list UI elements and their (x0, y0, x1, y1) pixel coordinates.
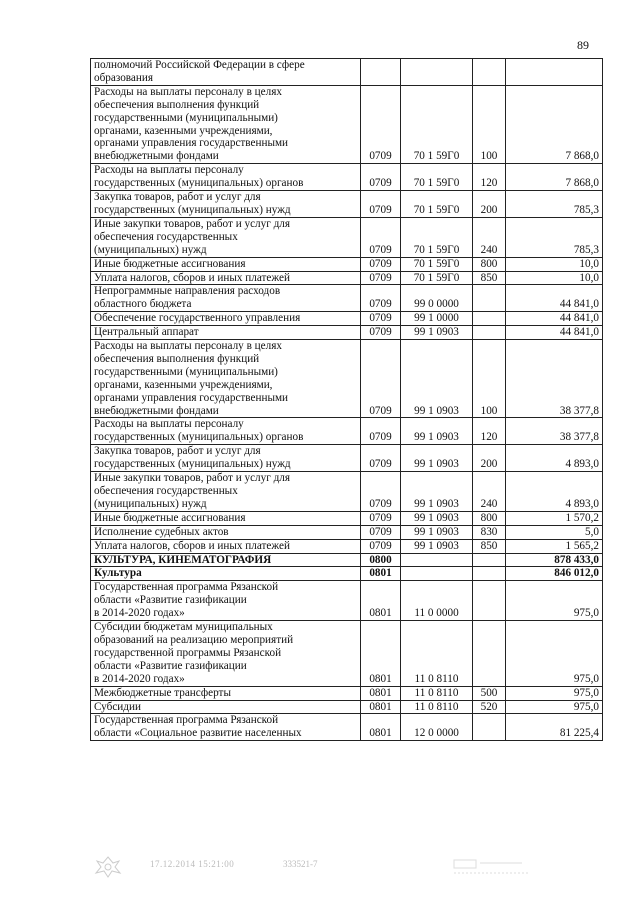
table-row (91, 714, 603, 741)
row-section: 0709 (361, 285, 401, 312)
row-sum: 846 012,0 (506, 567, 603, 581)
row-section: 0801 (361, 621, 401, 687)
row-csr: 11 0 0000 (401, 581, 473, 621)
table-row (91, 581, 603, 621)
table-row (91, 271, 603, 285)
row-name (91, 700, 361, 714)
row-name (91, 714, 361, 741)
row-name-line: внебюджетными фондами (94, 150, 219, 163)
row-vr: 100 (473, 85, 506, 163)
row-name-line: Субсидии (94, 700, 141, 713)
row-section: 0801 (361, 714, 401, 741)
row-section: 0801 (361, 700, 401, 714)
row-sum: 975,0 (506, 686, 603, 700)
table-row (91, 525, 603, 539)
table-row (91, 285, 603, 312)
row-name-line: Межбюджетные трансферты (94, 686, 231, 699)
row-name-line: Закупка товаров, работ и услуг для (94, 191, 261, 204)
row-name-line: Иные бюджетные ассигнования (94, 257, 246, 270)
row-vr: 100 (473, 340, 506, 418)
row-name-line: Иные закупки товаров, работ и услуг для (94, 217, 291, 230)
row-vr: 120 (473, 164, 506, 191)
row-name-line: Непрограммные направления расходов (94, 285, 281, 298)
row-csr: 70 1 59Г0 (401, 85, 473, 163)
row-vr (473, 553, 506, 567)
row-name-line: внебюджетными фондами (94, 404, 219, 417)
row-name-line: государственной программы Рязанской (94, 646, 282, 659)
row-csr (401, 567, 473, 581)
table-row (91, 326, 603, 340)
row-sum: 785,3 (506, 217, 603, 257)
table-row (91, 217, 603, 257)
page-number: 89 (577, 38, 589, 52)
row-name-line: Иные закупки товаров, работ и услуг для (94, 472, 291, 485)
row-csr: 99 1 0903 (401, 418, 473, 445)
row-vr: 200 (473, 191, 506, 218)
row-sum: 975,0 (506, 700, 603, 714)
row-name-line: Расходы на выплаты персоналу в целях (94, 85, 282, 98)
row-csr: 70 1 59Г0 (401, 257, 473, 271)
row-section: 0709 (361, 340, 401, 418)
row-name-line: Уплата налогов, сборов и иных платежей (94, 539, 290, 552)
row-vr: 240 (473, 217, 506, 257)
row-name (91, 539, 361, 553)
row-name-line: Субсидии бюджетам муниципальных (94, 621, 273, 634)
row-name-line: Исполнение судебных актов (94, 525, 229, 538)
row-vr (473, 312, 506, 326)
row-name (91, 525, 361, 539)
row-sum: 10,0 (506, 257, 603, 271)
row-sum: 38 377,8 (506, 418, 603, 445)
row-name (91, 418, 361, 445)
row-name-line: области «Социальное развитие населенных (94, 727, 302, 740)
row-sum: 785,3 (506, 191, 603, 218)
row-vr: 830 (473, 525, 506, 539)
table-row (91, 312, 603, 326)
row-name-line: образований на реализацию мероприятий (94, 633, 294, 646)
row-vr (473, 567, 506, 581)
row-name (91, 191, 361, 218)
footer-doc-id: 333521-7 (283, 859, 318, 869)
row-csr: 70 1 59Г0 (401, 271, 473, 285)
row-name-line: Расходы на выплаты персоналу в целях (94, 340, 282, 353)
table-row (91, 511, 603, 525)
row-name-line: образования (94, 71, 154, 84)
row-name-line: Государственная программа Рязанской (94, 714, 279, 727)
row-name-line: в 2014-2020 годах» (94, 607, 185, 620)
row-name (91, 511, 361, 525)
row-vr (473, 59, 506, 86)
row-section: 0709 (361, 271, 401, 285)
row-name (91, 326, 361, 340)
row-section: 0709 (361, 164, 401, 191)
row-name-line: области «Развитие газификации (94, 594, 247, 607)
row-name (91, 621, 361, 687)
table-row (91, 539, 603, 553)
row-name (91, 553, 361, 567)
row-name (91, 85, 361, 163)
row-csr: 99 1 0903 (401, 340, 473, 418)
row-section: 0709 (361, 418, 401, 445)
row-vr (473, 714, 506, 741)
table-row (91, 686, 603, 700)
row-section: 0709 (361, 326, 401, 340)
row-name-line: обеспечения государственных (94, 230, 238, 243)
row-name-line: государственных (муниципальных) нужд (94, 203, 291, 216)
row-section: 0709 (361, 511, 401, 525)
table-row (91, 257, 603, 271)
row-sum: 81 225,4 (506, 714, 603, 741)
row-sum (506, 59, 603, 86)
row-csr: 11 0 8110 (401, 700, 473, 714)
row-section: 0709 (361, 539, 401, 553)
row-vr (473, 285, 506, 312)
row-section: 0709 (361, 472, 401, 512)
row-vr (473, 581, 506, 621)
row-csr: 70 1 59Г0 (401, 164, 473, 191)
row-name-line: в 2014-2020 годах» (94, 672, 185, 685)
row-name-line: государственных (муниципальных) нужд (94, 458, 291, 471)
row-sum: 44 841,0 (506, 312, 603, 326)
row-sum: 7 868,0 (506, 85, 603, 163)
row-name-line: государственных (муниципальных) органов (94, 177, 304, 190)
row-name (91, 257, 361, 271)
row-section: 0801 (361, 567, 401, 581)
row-name-line: Закупка товаров, работ и услуг для (94, 445, 261, 458)
row-section: 0801 (361, 581, 401, 621)
footer (0, 855, 640, 885)
row-csr: 70 1 59Г0 (401, 217, 473, 257)
row-csr: 11 0 8110 (401, 621, 473, 687)
row-name-line: Государственная программа Рязанской (94, 581, 279, 594)
row-section: 0709 (361, 191, 401, 218)
row-section: 0709 (361, 312, 401, 326)
row-name (91, 285, 361, 312)
row-name-line: органами, казенными учреждениями, (94, 378, 273, 391)
row-section: 0709 (361, 217, 401, 257)
row-name-line: Расходы на выплаты персоналу (94, 418, 244, 431)
row-name-line: Культура (94, 567, 142, 580)
row-name-line: государственными (муниципальными) (94, 365, 278, 378)
table-row (91, 418, 603, 445)
row-name (91, 340, 361, 418)
row-name (91, 686, 361, 700)
row-name-line: Расходы на выплаты персоналу (94, 164, 244, 177)
row-sum: 1 565,2 (506, 539, 603, 553)
row-name-line: государственными (муниципальными) (94, 111, 278, 124)
footer-timestamp: 17.12.2014 15:21:00 (150, 859, 235, 869)
row-name (91, 59, 361, 86)
row-vr: 800 (473, 511, 506, 525)
row-csr: 99 1 0000 (401, 312, 473, 326)
row-vr (473, 326, 506, 340)
table-row (91, 191, 603, 218)
row-name-line: (муниципальных) нужд (94, 497, 207, 510)
budget-table (90, 58, 603, 741)
row-vr: 240 (473, 472, 506, 512)
row-csr: 99 0 0000 (401, 285, 473, 312)
row-name-line: органами управления государственными (94, 391, 289, 404)
row-section: 0800 (361, 553, 401, 567)
row-vr: 500 (473, 686, 506, 700)
row-name (91, 445, 361, 472)
table-row (91, 85, 603, 163)
row-csr: 11 0 8110 (401, 686, 473, 700)
row-vr (473, 621, 506, 687)
row-sum: 44 841,0 (506, 326, 603, 340)
row-name-line: полномочий Российской Федерации в сфере (94, 59, 305, 71)
row-vr: 200 (473, 445, 506, 472)
row-name-line: КУЛЬТУРА, КИНЕМАТОГРАФИЯ (94, 553, 272, 566)
row-name (91, 217, 361, 257)
row-name-line: Уплата налогов, сборов и иных платежей (94, 271, 290, 284)
row-csr (401, 59, 473, 86)
row-section: 0709 (361, 257, 401, 271)
row-name-line: обеспечения выполнения функций (94, 352, 260, 365)
row-name (91, 164, 361, 191)
row-csr: 99 1 0903 (401, 472, 473, 512)
row-section (361, 59, 401, 86)
row-name (91, 567, 361, 581)
row-section: 0709 (361, 445, 401, 472)
row-sum: 5,0 (506, 525, 603, 539)
row-vr: 850 (473, 271, 506, 285)
row-name-line: области «Развитие газификации (94, 659, 247, 672)
table-row (91, 621, 603, 687)
row-sum: 1 570,2 (506, 511, 603, 525)
table-row (91, 59, 603, 86)
row-csr (401, 553, 473, 567)
row-sum: 10,0 (506, 271, 603, 285)
row-csr: 99 1 0903 (401, 326, 473, 340)
row-name-line: обеспечения выполнения функций (94, 98, 260, 111)
row-name-line: областного бюджета (94, 298, 192, 311)
table-row (91, 445, 603, 472)
row-sum: 7 868,0 (506, 164, 603, 191)
row-vr: 850 (473, 539, 506, 553)
row-csr: 12 0 0000 (401, 714, 473, 741)
row-csr: 99 1 0903 (401, 525, 473, 539)
table-row (91, 164, 603, 191)
row-sum: 38 377,8 (506, 340, 603, 418)
row-sum: 4 893,0 (506, 472, 603, 512)
table-row (91, 553, 603, 567)
row-name-line: Обеспечение государственного управления (94, 312, 301, 325)
row-name-line: обеспечения государственных (94, 485, 238, 497)
row-section: 0801 (361, 686, 401, 700)
row-vr: 520 (473, 700, 506, 714)
row-name-line: органами управления государственными (94, 137, 289, 150)
table-row (91, 340, 603, 418)
row-csr: 99 1 0903 (401, 539, 473, 553)
row-sum: 44 841,0 (506, 285, 603, 312)
row-csr: 99 1 0903 (401, 511, 473, 525)
row-name-line: государственных (муниципальных) органов (94, 431, 304, 444)
row-name (91, 312, 361, 326)
row-name (91, 271, 361, 285)
table-row (91, 567, 603, 581)
row-section: 0709 (361, 85, 401, 163)
row-name (91, 581, 361, 621)
row-csr: 99 1 0903 (401, 445, 473, 472)
row-name-line: Центральный аппарат (94, 326, 199, 339)
row-sum: 975,0 (506, 581, 603, 621)
row-sum: 878 433,0 (506, 553, 603, 567)
row-csr: 70 1 59Г0 (401, 191, 473, 218)
table-row (91, 700, 603, 714)
table-row (91, 472, 603, 512)
row-vr: 800 (473, 257, 506, 271)
row-name (91, 472, 361, 512)
stamp-icon (452, 857, 532, 879)
row-name-line: (муниципальных) нужд (94, 243, 207, 256)
row-name-line: органами, казенными учреждениями, (94, 124, 273, 137)
row-name-line: Иные бюджетные ассигнования (94, 511, 246, 524)
row-sum: 975,0 (506, 621, 603, 687)
row-section: 0709 (361, 525, 401, 539)
emblem-icon (93, 855, 123, 879)
row-vr: 120 (473, 418, 506, 445)
row-sum: 4 893,0 (506, 445, 603, 472)
